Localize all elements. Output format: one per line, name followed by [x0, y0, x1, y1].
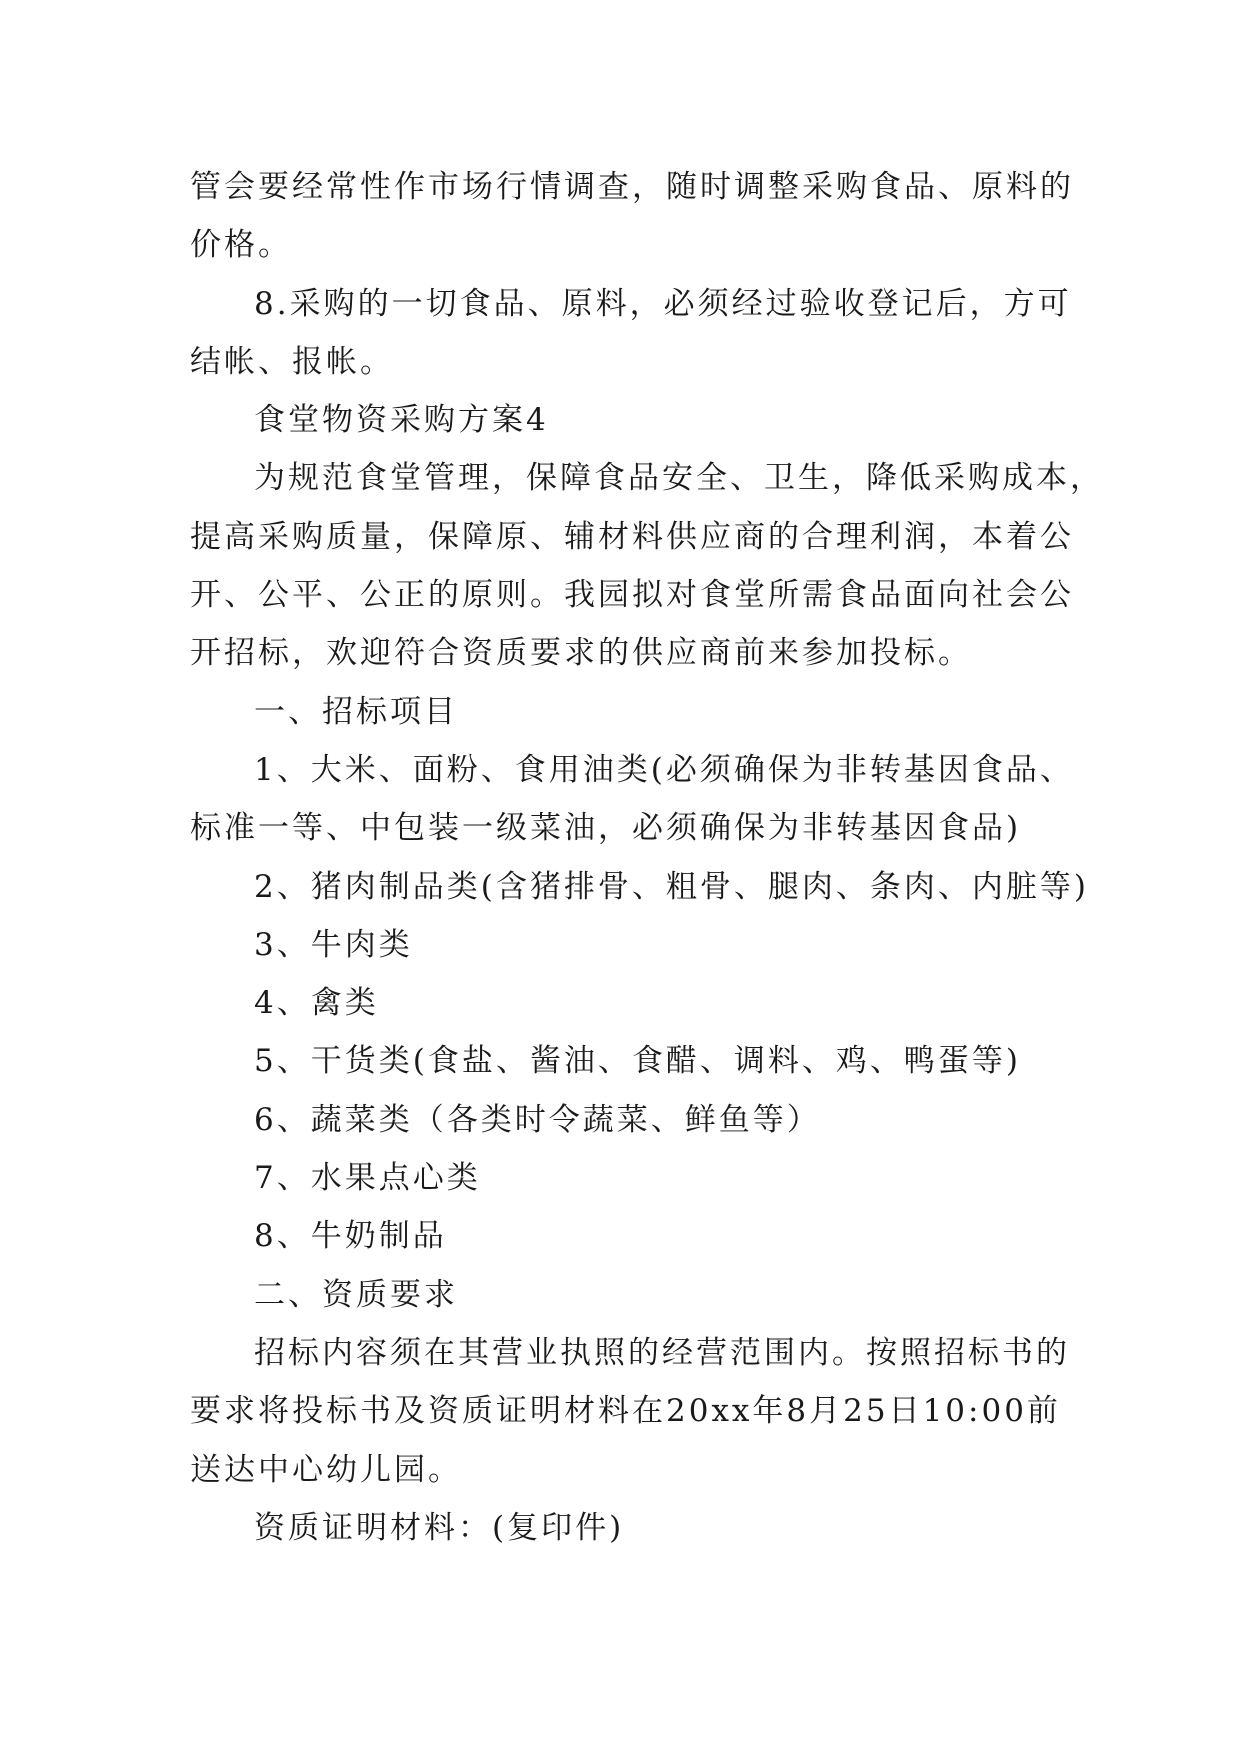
text-line: 管会要经常性作市场行情调查，随时调整采购食品、原料的	[190, 169, 1074, 205]
section-heading: 二、资质要求	[254, 1276, 458, 1313]
text-line: 资质证明材料：(复印件)	[254, 1509, 625, 1546]
text-line: 开招标，欢迎符合资质要求的供应商前来参加投标。	[190, 635, 972, 672]
list-item: 2、猪肉制品类(含猪排骨、粗骨、腿肉、条肉、内脏等)	[254, 868, 1089, 905]
text-line: 为规范食堂管理，保障食品安全、卫生，降低采购成本，	[254, 460, 1104, 497]
text-line: 招标内容须在其营业执照的经营范围内。按照招标书的	[254, 1334, 1070, 1371]
section-title: 食堂物资采购方案4	[254, 402, 549, 439]
list-item: 1、大米、面粉、食用油类(必须确保为非转基因食品、	[254, 751, 1074, 788]
text-line: 8.采购的一切食品、原料，必须经过验收登记后，方可	[254, 285, 1072, 322]
text-line: 要求将投标书及资质证明材料在20xx年8月25日10:00前	[190, 1393, 1061, 1430]
list-item-continuation: 标准一等、中包装一级菜油，必须确保为非转基因食品)	[190, 810, 1022, 847]
list-item: 3、牛肉类	[254, 926, 413, 963]
list-item: 4、禽类	[254, 985, 379, 1022]
text-line: 结帐、报帐。	[190, 343, 394, 380]
list-item: 5、干货类(食盐、酱油、食醋、调料、鸡、鸭蛋等)	[254, 1043, 1021, 1080]
list-item: 7、水果点心类	[254, 1160, 481, 1197]
section-heading: 一、招标项目	[254, 693, 458, 730]
document-body	[190, 158, 1104, 1557]
text-line: 提高采购质量，保障原、辅材料供应商的合理利润，本着公	[190, 518, 1074, 555]
list-item: 8、牛奶制品	[254, 1218, 447, 1255]
text-line: 价格。	[190, 227, 292, 264]
list-item: 6、蔬菜类（各类时令蔬菜、鲜鱼等）	[254, 1101, 821, 1138]
text-line: 开、公平、公正的原则。我园拟对食堂所需食品面向社会公	[190, 577, 1074, 614]
text-line: 送达中心幼儿园。	[190, 1451, 462, 1488]
